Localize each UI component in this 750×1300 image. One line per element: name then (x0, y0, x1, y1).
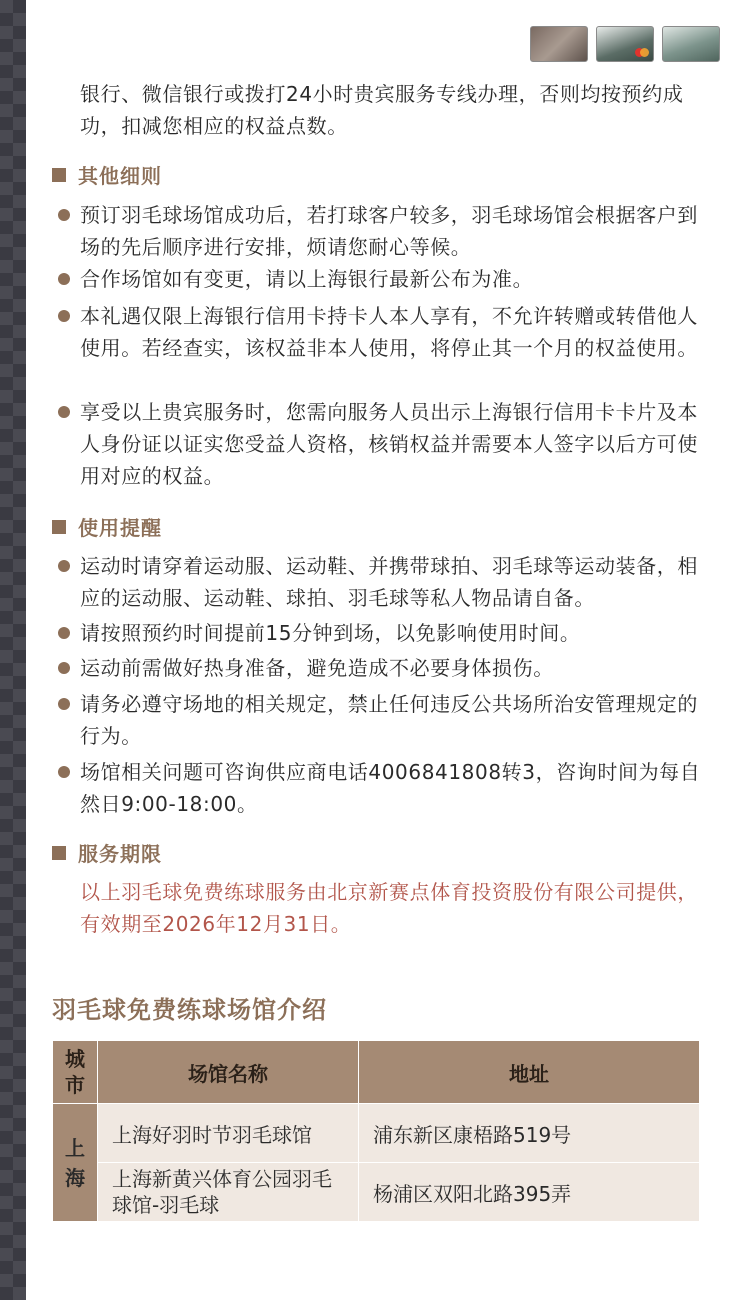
venue-intro-title: 羽毛球免费练球场馆介绍 (52, 996, 327, 1024)
venue-name-cell: 上海新黄兴体育公园羽毛球馆-羽毛球 (98, 1163, 359, 1222)
section-title-service-period (52, 838, 162, 867)
square-bullet-icon (52, 846, 66, 860)
section-title-usage-tips (52, 512, 162, 541)
bullet-dot-icon (58, 766, 70, 778)
column-header-address: 地址 (359, 1041, 700, 1104)
city-cell: 上 海 (53, 1104, 98, 1222)
list-item: 本礼遇仅限上海银行信用卡持卡人本人享有，不允许转赠或转借他人使用。若经查实，该权益非本人使用，将停止其一个月的权益使用。 (58, 300, 702, 364)
card-thumbnails (530, 26, 720, 62)
list-item: 请按照预约时间提前15分钟到场，以免影响使用时间。 (58, 617, 702, 649)
list-item: 享受以上贵宾服务时，您需向服务人员出示上海银行信用卡卡片及本人身份证以证实您受益人资格，核销权益并需要本人签字以后方可使用对应的权益。 (58, 396, 702, 492)
bullet-dot-icon (58, 310, 70, 322)
section-title-text: 其他细则 (78, 164, 162, 188)
credit-card-thumbnail-3[interactable] (662, 26, 720, 62)
list-item: 运动时请穿着运动服、运动鞋、并携带球拍、羽毛球等运动装备，相应的运动服、运动鞋、球拍、羽毛球等私人物品请自备。 (58, 550, 702, 614)
service-period-text: 以上羽毛球免费练球服务由北京新赛点体育投资股份有限公司提供，有效期至2026年12月31日。 (80, 880, 698, 936)
bullet-dot-icon (58, 560, 70, 572)
mastercard-icon (635, 48, 649, 57)
venue-name-cell: 上海好羽时节羽毛球馆 (98, 1104, 359, 1163)
list-item: 预订羽毛球场馆成功后，若打球客户较多，羽毛球场馆会根据客户到场的先后顺序进行安排，烦请您耐心等候。 (58, 199, 702, 263)
venue-address-cell: 浦东新区康梧路519号 (359, 1104, 700, 1163)
column-header-venue-name: 场馆名称 (98, 1041, 359, 1104)
table-row (53, 1163, 700, 1222)
table-header-row (53, 1041, 700, 1104)
bullet-dot-icon (58, 627, 70, 639)
bullet-dot-icon (58, 698, 70, 710)
bullet-dot-icon (58, 209, 70, 221)
intro-paragraph: 银行、微信银行或拨打24小时贵宾服务专线办理，否则均按预约成功，扣减您相应的权益点数。 (80, 82, 684, 138)
section-title-text: 服务期限 (78, 842, 162, 866)
list-item: 合作场馆如有变更，请以上海银行最新公布为准。 (58, 263, 702, 295)
square-bullet-icon (52, 168, 66, 182)
venue-address-cell: 杨浦区双阳北路395弄 (359, 1163, 700, 1222)
list-item: 请务必遵守场地的相关规定，禁止任何违反公共场所治安管理规定的行为。 (58, 688, 702, 752)
bullet-dot-icon (58, 662, 70, 674)
table-row (53, 1104, 700, 1163)
list-item: 运动前需做好热身准备，避免造成不必要身体损伤。 (58, 652, 702, 684)
square-bullet-icon (52, 520, 66, 534)
credit-card-thumbnail-1[interactable] (530, 26, 588, 62)
decorative-side-strip (0, 0, 26, 1300)
list-item: 场馆相关问题可咨询供应商电话4006841808转3，咨询时间为每自然日9:00-18:00。 (58, 756, 702, 820)
bullet-dot-icon (58, 273, 70, 285)
column-header-city: 城 市 (53, 1041, 98, 1104)
credit-card-thumbnail-2[interactable] (596, 26, 654, 62)
section-title-text: 使用提醒 (78, 516, 162, 540)
section-title-other-rules (52, 160, 162, 189)
venue-table (52, 1040, 700, 1222)
bullet-dot-icon (58, 406, 70, 418)
